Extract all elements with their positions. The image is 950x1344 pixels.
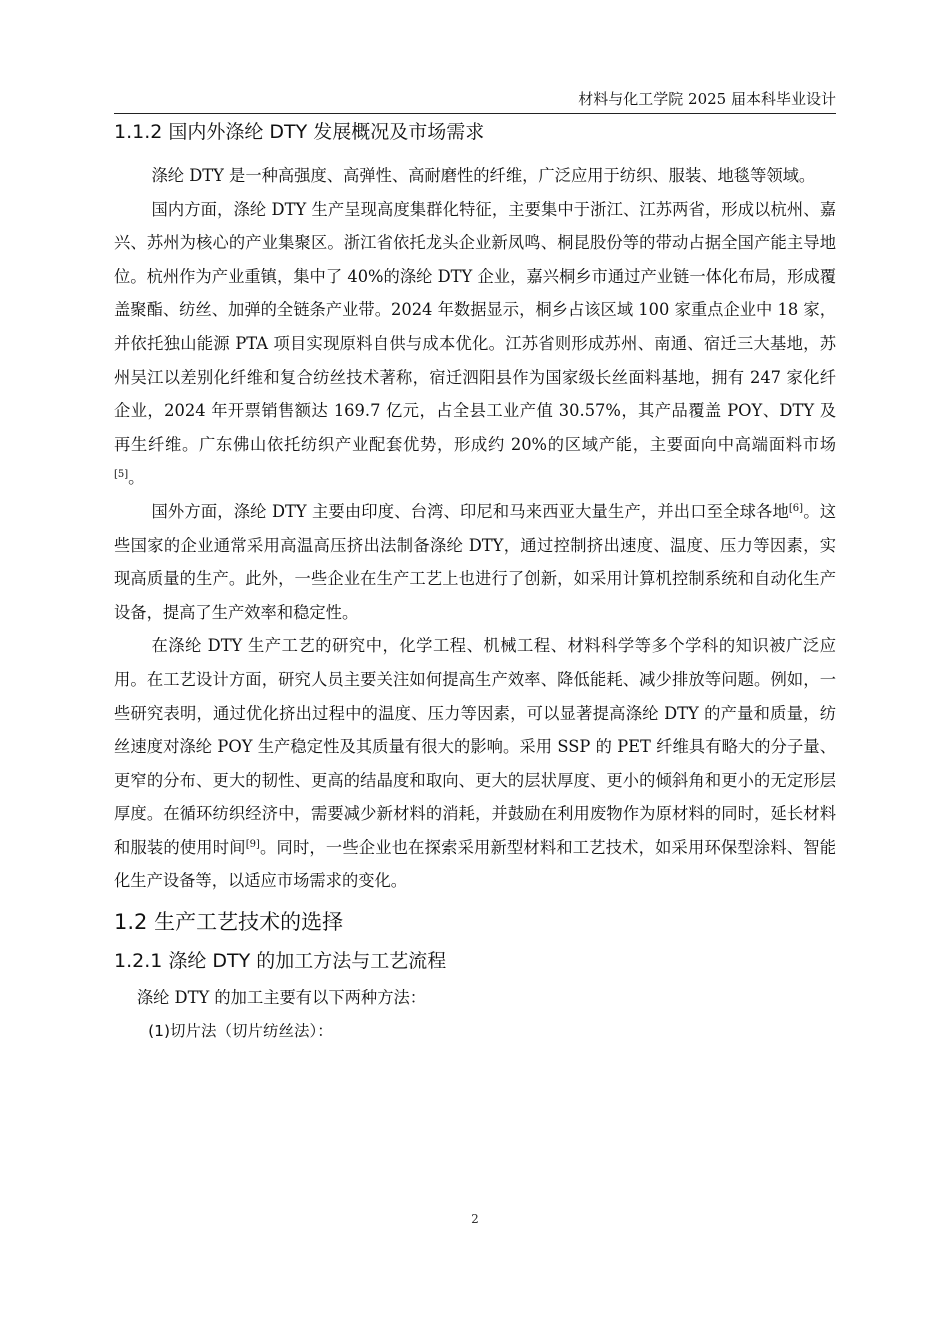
paragraph-domestic-text: 国内方面，涤纶 DTY 生产呈现高度集群化特征，主要集中于浙江、江苏两省，形成以杭州、嘉兴、苏州为核心的产业集聚区。浙江省依托龙头企业新凤鸣、桐昆股份等的带动占据全国产能主导地位。杭州作为产业重镇，集中了 40%的涤纶 DTY 企业，嘉兴桐乡市通过产业链一体化布局，形成覆盖聚酯、纺丝、加弹的全链条产业带。2024 年数据显示，桐乡占该区域 100 家重点企业中 18 家，并依托独山能源 PTA 项目实现原料自供与成本优化。江苏省则形成苏州、南通、宿迁三大基地，苏州吴江以差别化纤维和复合纺丝技术著称，宿迁泗阳县作为国家级长丝面料基地，拥有 247 家化纤企业，2024 年开票销售额达 169.7 亿元，占全县工业产值 30.57%，其产品覆盖 POY、DTY 及再生纤维。广东佛山依托纺织产业配套优势，形成约 20%的区域产能，主要面向中高端面料市场 bbox=[114, 199, 836, 454]
paragraph-foreign-text-b: 。这些国家的企业通常采用高温高压挤出法制备涤纶 DTY，通过控制挤出速度、温度、压力等因素，实现高质量的生产。此外，一些企业在生产工艺上也进行了创新，如采用计算机控制系统和自动化生产设备，提高了生产效率和稳定性。 bbox=[114, 501, 836, 622]
citation-9: [9] bbox=[245, 838, 260, 850]
page-number: 2 bbox=[471, 1212, 479, 1226]
citation-5: [5] bbox=[114, 469, 129, 481]
paragraph-foreign-text-a: 国外方面，涤纶 DTY 主要由印度、台湾、印尼和马来西亚大量生产，并出口至全球各地 bbox=[151, 501, 789, 521]
paragraph-intro: 涤纶 DTY 是一种高强度、高弹性、高耐磨性的纤维，广泛应用于纺织、服装、地毯等领域。 bbox=[151, 166, 816, 185]
paragraph-methods: 涤纶 DTY 的加工主要有以下两种方法： bbox=[136, 988, 427, 1008]
section-heading-1-2-1: 1.2.1 涤纶 DTY 的加工方法与工艺流程 bbox=[114, 950, 447, 973]
citation-6: [6] bbox=[788, 502, 804, 514]
paragraph-research-text-b: 。同时，一些企业也在探索采用新型材料和工艺技术，如采用环保型涂料、智能化生产设备等，以适应市场需求的变化。 bbox=[114, 837, 836, 891]
paragraph-research bbox=[114, 629, 836, 898]
paragraph-domestic-end: 。 bbox=[128, 468, 145, 488]
paragraph-foreign bbox=[114, 495, 836, 629]
list-item-1: (1)切片法（切片纺丝法）： bbox=[148, 1021, 333, 1040]
document-body bbox=[114, 118, 836, 1048]
section-heading-1-2: 1.2 生产工艺技术的选择 bbox=[114, 910, 344, 935]
paragraph-domestic bbox=[114, 193, 836, 495]
section-heading-1-1-2: 1.1.2 国内外涤纶 DTY 发展概况及市场需求 bbox=[114, 121, 485, 143]
page-header: 材料与化工学院 2025 届本科毕业设计 bbox=[114, 88, 836, 114]
paragraph-research-text-a: 在涤纶 DTY 生产工艺的研究中，化学工程、机械工程、材料科学等多个学科的知识被广泛应用。在工艺设计方面，研究人员主要关注如何提高生产效率、降低能耗、减少排放等问题。例如，一些研究表明，通过优化挤出过程中的温度、压力等因素，可以显著提高涤纶 DTY 的产量和质量，纺丝速度对涤纶 POY 生产稳定性及其质量有很大的影响。采用 SSP 的 PET 纤维具有略大的分子量、更窄的分布、更大的韧性、更高的结晶度和取向、更大的层状厚度、更小的倾斜角和更小的无定形层厚度。在循环纺织经济中，需要减少新材料的消耗，并鼓励在利用废物作为原材料的同时，延长材料和服装的使用时间 bbox=[114, 636, 836, 857]
